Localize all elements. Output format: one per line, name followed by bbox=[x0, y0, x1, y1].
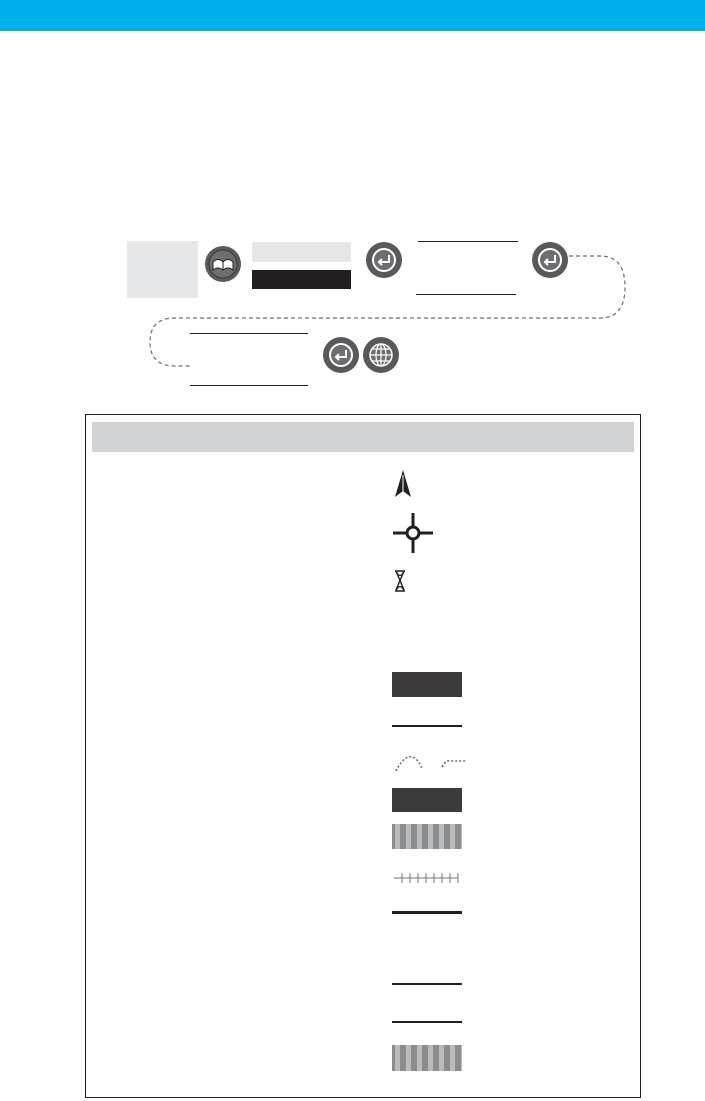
symbol-table bbox=[85, 414, 641, 1098]
divider-line bbox=[190, 333, 308, 334]
thin-line-symbol bbox=[392, 1021, 462, 1023]
thick-line-symbol bbox=[392, 911, 462, 914]
hourglass-icon bbox=[394, 570, 406, 592]
table-header-row bbox=[92, 422, 634, 452]
present-position-arrow-icon bbox=[393, 469, 413, 499]
divider-line bbox=[190, 385, 308, 386]
dotted-curve-symbol bbox=[392, 749, 472, 773]
cursor-crosshair-icon bbox=[391, 511, 435, 555]
enter-icon bbox=[322, 336, 360, 374]
dark-bar-symbol bbox=[392, 672, 462, 697]
dotted-fill-symbol bbox=[392, 824, 462, 849]
dotted-fill-symbol bbox=[392, 1045, 462, 1071]
globe-button[interactable] bbox=[362, 336, 400, 374]
enter-button-3[interactable] bbox=[322, 336, 360, 374]
thin-line-symbol bbox=[392, 725, 462, 727]
thin-line-symbol bbox=[392, 983, 462, 985]
globe-icon bbox=[362, 336, 400, 374]
dark-bar-symbol bbox=[392, 788, 462, 812]
tick-line-symbol bbox=[392, 871, 462, 885]
